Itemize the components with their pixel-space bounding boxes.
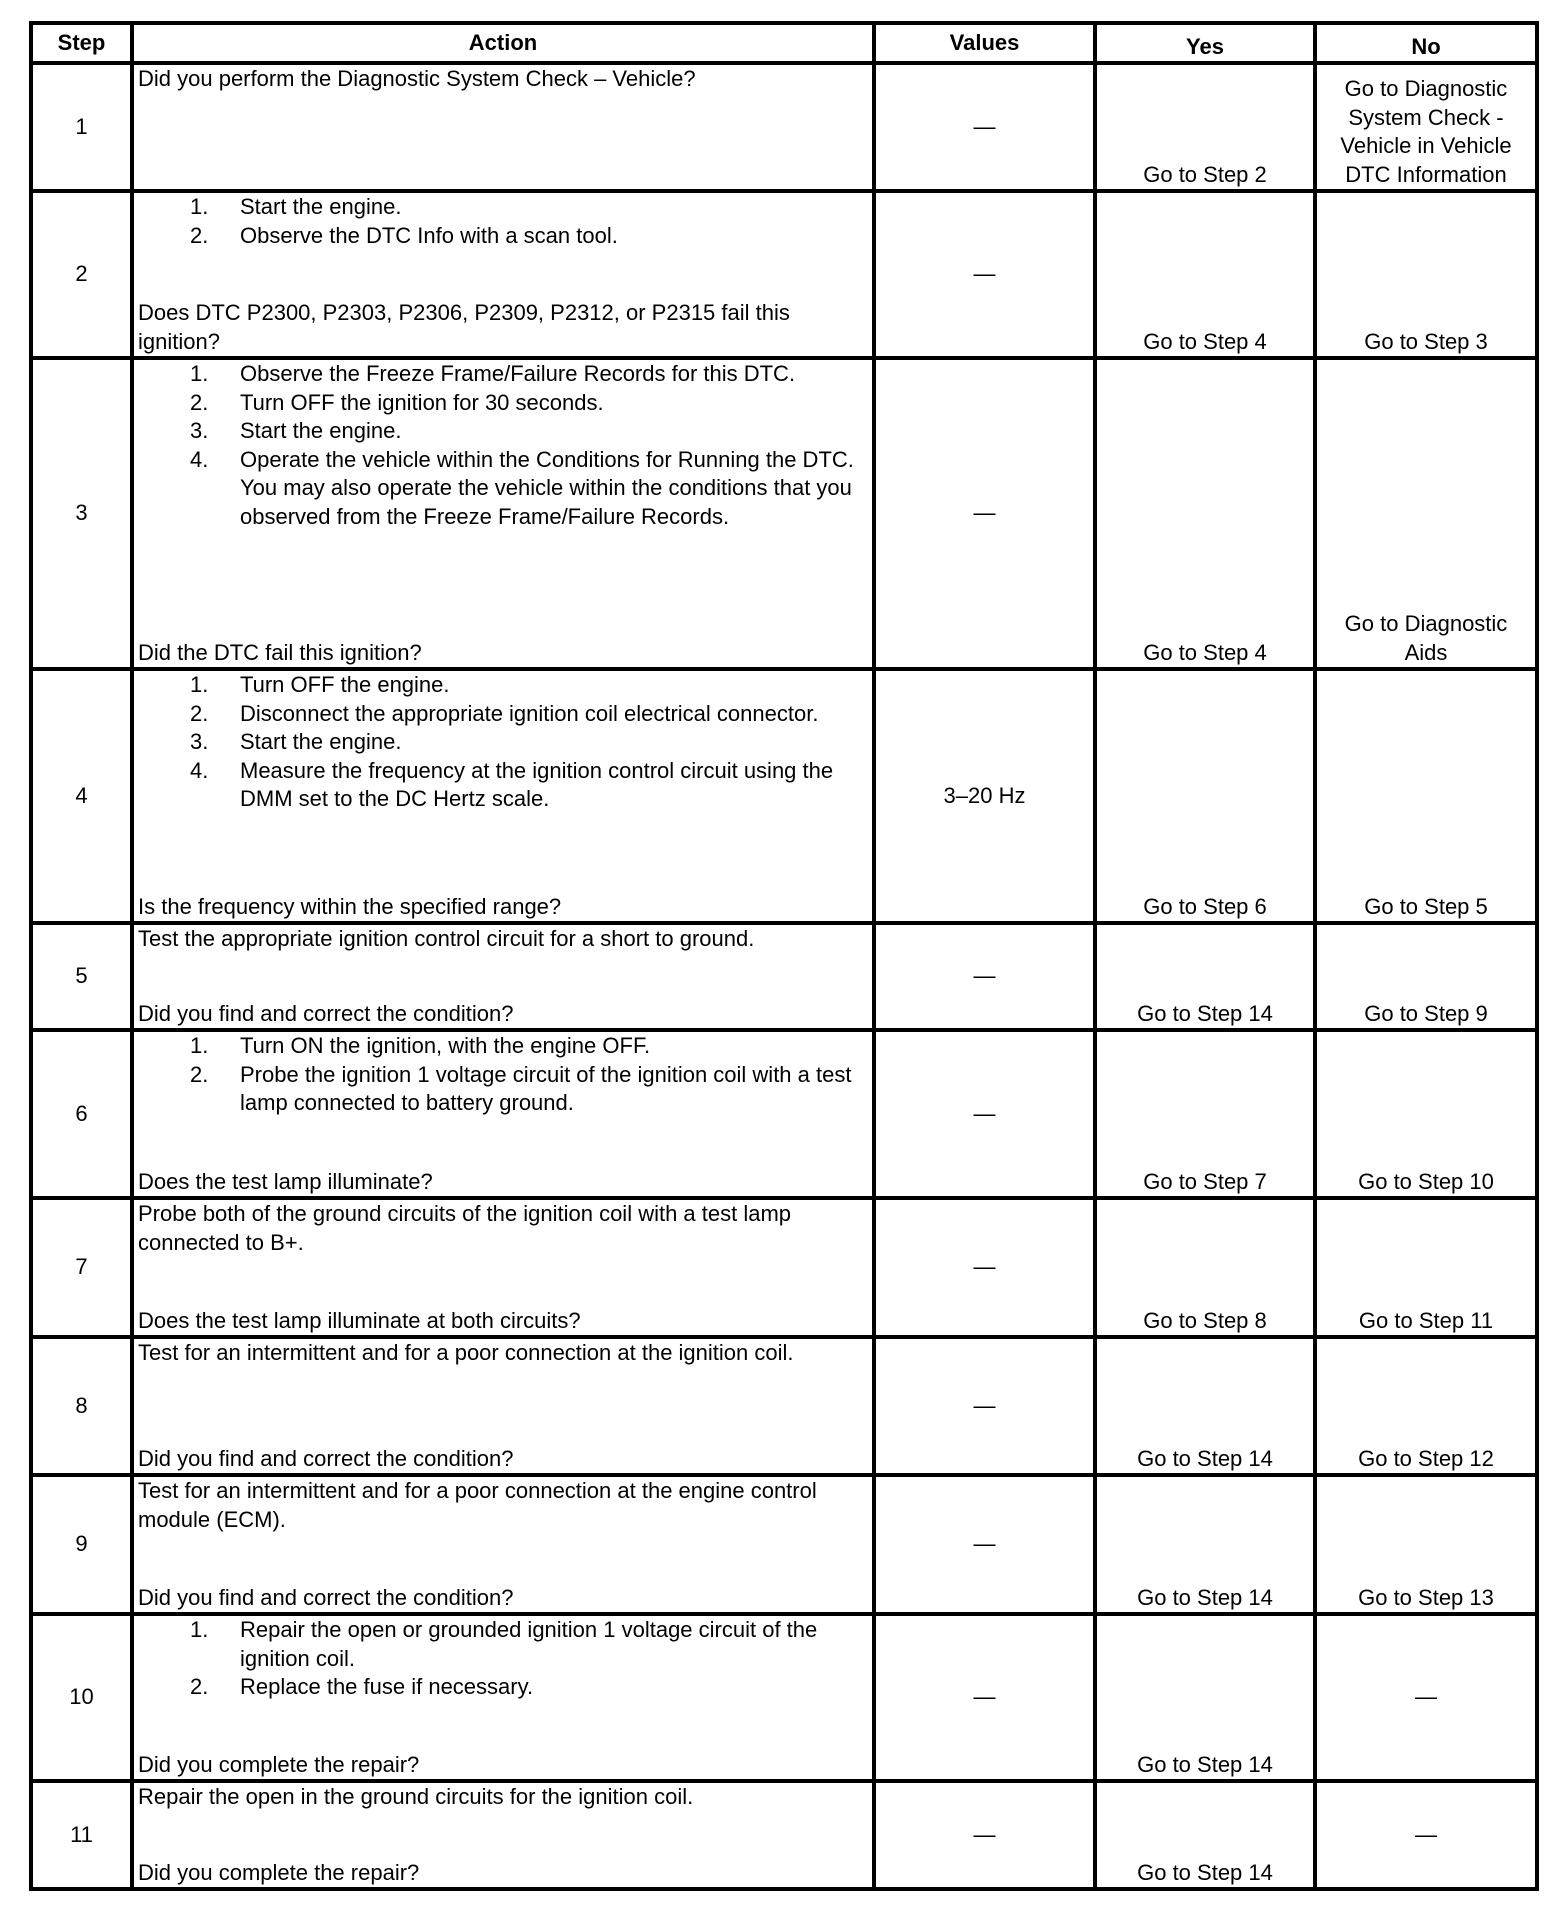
header-yes: Yes <box>1095 23 1315 63</box>
yes-cell: Go to Step 14 <box>1095 1781 1315 1889</box>
action-step-number: 3. <box>190 729 209 754</box>
action-step-text: Measure the frequency at the ignition control circuit using the DMM set to the DC Hertz scale. <box>240 757 834 811</box>
table-row <box>31 1781 1537 1889</box>
action-cell <box>132 1198 874 1337</box>
yes-cell: Go to Step 7 <box>1095 1030 1315 1198</box>
action-cell <box>132 1614 874 1781</box>
no-cell: Go to Step 10 <box>1315 1030 1537 1198</box>
table-row <box>31 358 1537 669</box>
yes-cell: Go to Step 4 <box>1095 191 1315 358</box>
action-question: Did you find and correct the condition? <box>138 1000 514 1026</box>
action-top <box>138 1032 868 1118</box>
diagnostic-table <box>29 21 1539 1891</box>
action-steps-list <box>138 1616 868 1702</box>
action-step-text: Start the engine. <box>240 418 402 443</box>
table-row <box>31 1614 1537 1781</box>
values-cell: — <box>874 1030 1095 1198</box>
action-step-text: Start the engine. <box>240 729 402 754</box>
step-number: 3 <box>31 358 132 669</box>
action-step-text: Turn OFF the ignition for 30 seconds. <box>240 389 604 415</box>
action-content <box>134 925 872 1028</box>
action-step-number: 1. <box>190 672 209 697</box>
table-row <box>31 1198 1537 1337</box>
action-step-number: 4. <box>190 446 209 472</box>
action-question: Did you complete the repair? <box>138 1751 420 1777</box>
action-question: Is the frequency within the specified range? <box>138 893 562 919</box>
action-content <box>134 1616 872 1779</box>
action-top <box>138 1339 868 1368</box>
action-cell <box>132 63 874 191</box>
step-number: 11 <box>31 1781 132 1889</box>
action-intro: Test for an intermittent and for a poor connection at the ignition coil. <box>138 1340 794 1365</box>
action-intro: Test for an intermittent and for a poor connection at the engine control module (ECM). <box>138 1478 817 1532</box>
action-steps-list <box>138 671 868 814</box>
action-question: Does DTC P2300, P2303, P2306, P2309, P2312, or P2315 fail this ignition? <box>138 300 790 354</box>
values-cell: — <box>874 1198 1095 1337</box>
action-step <box>138 1032 868 1061</box>
action-step-text: Turn OFF the engine. <box>240 672 450 697</box>
action-content <box>134 65 872 189</box>
action-question: Did you find and correct the condition? <box>138 1445 514 1471</box>
action-question: Did the DTC fail this ignition? <box>138 639 422 665</box>
action-step-text: Operate the vehicle within the Conditions for Running the DTC. You may also operate the vehicle within the conditions that you observed from the Freeze Frame/Failure Records. <box>240 446 854 529</box>
step-number: 7 <box>31 1198 132 1337</box>
action-cell <box>132 191 874 358</box>
step-number: 1 <box>31 63 132 191</box>
no-cell: Go to Step 12 <box>1315 1337 1537 1475</box>
action-cell <box>132 1781 874 1889</box>
no-cell: Go to Step 11 <box>1315 1198 1537 1337</box>
action-cell <box>132 1337 874 1475</box>
header-values: Values <box>874 23 1095 63</box>
action-step <box>138 700 868 729</box>
step-number: 10 <box>31 1614 132 1781</box>
action-top <box>138 1783 868 1812</box>
step-number: 8 <box>31 1337 132 1475</box>
yes-cell: Go to Step 14 <box>1095 1614 1315 1781</box>
action-step-number: 2. <box>190 389 209 415</box>
action-question: Does the test lamp illuminate at both circuits? <box>138 1307 581 1333</box>
step-number: 4 <box>31 669 132 923</box>
no-cell: — <box>1315 1614 1537 1781</box>
action-top <box>138 193 868 250</box>
table-body <box>31 63 1537 1889</box>
table-row <box>31 1337 1537 1475</box>
step-number: 6 <box>31 1030 132 1198</box>
no-cell: Go to Step 5 <box>1315 669 1537 923</box>
action-step-number: 1. <box>190 1617 209 1642</box>
action-step-text: Replace the fuse if necessary. <box>240 1674 534 1699</box>
action-intro: Probe both of the ground circuits of the ignition coil with a test lamp connected to B+. <box>138 1201 792 1255</box>
action-content <box>134 193 872 356</box>
action-content <box>134 1200 872 1335</box>
action-step-number: 3. <box>190 418 209 443</box>
action-cell <box>132 1475 874 1614</box>
action-step-text: Turn ON the ignition, with the engine OFF. <box>240 1033 651 1058</box>
action-step <box>138 1673 868 1702</box>
action-content <box>134 671 872 921</box>
table-row <box>31 191 1537 358</box>
action-top <box>138 1200 868 1257</box>
action-step <box>138 1616 868 1673</box>
table-row <box>31 63 1537 191</box>
action-step <box>138 222 868 251</box>
action-intro: Test the appropriate ignition control circuit for a short to ground. <box>138 926 755 951</box>
action-step-number: 4. <box>190 757 209 783</box>
action-step <box>138 671 868 700</box>
values-cell: — <box>874 358 1095 669</box>
values-cell: — <box>874 63 1095 191</box>
no-cell: Go to Diagnostic Aids <box>1315 358 1537 669</box>
action-step <box>138 728 868 757</box>
no-cell: Go to Step 9 <box>1315 923 1537 1030</box>
action-top <box>138 360 868 531</box>
action-top <box>138 671 868 814</box>
action-step-number: 1. <box>190 361 209 386</box>
action-step-number: 1. <box>190 1033 209 1058</box>
yes-cell: Go to Step 14 <box>1095 1337 1315 1475</box>
action-top <box>138 65 868 94</box>
action-cell <box>132 669 874 923</box>
action-top <box>138 1616 868 1702</box>
table-row <box>31 923 1537 1030</box>
action-question: Did you complete the repair? <box>138 1859 420 1885</box>
action-question: Did you find and correct the condition? <box>138 1584 514 1610</box>
action-content <box>134 1339 872 1473</box>
action-step-text: Repair the open or grounded ignition 1 voltage circuit of the ignition coil. <box>240 1617 818 1671</box>
action-cell <box>132 1030 874 1198</box>
yes-cell: Go to Step 4 <box>1095 358 1315 669</box>
header-step: Step <box>31 23 132 63</box>
action-question: Does the test lamp illuminate? <box>138 1168 433 1194</box>
yes-cell: Go to Step 14 <box>1095 1475 1315 1614</box>
action-top <box>138 1477 868 1534</box>
action-cell <box>132 358 874 669</box>
action-top <box>138 925 868 954</box>
action-step <box>138 757 868 814</box>
action-step-number: 1. <box>190 194 209 219</box>
action-step <box>138 1061 868 1118</box>
action-step <box>138 360 868 389</box>
action-intro: Did you perform the Diagnostic System Check – Vehicle? <box>138 66 696 91</box>
no-cell: Go to Step 3 <box>1315 191 1537 358</box>
values-cell: — <box>874 1781 1095 1889</box>
action-step-text: Start the engine. <box>240 194 402 219</box>
action-step <box>138 417 868 446</box>
action-step-number: 2. <box>190 222 209 248</box>
step-number: 5 <box>31 923 132 1030</box>
table-row <box>31 1475 1537 1614</box>
header-action: Action <box>132 23 874 63</box>
action-steps-list <box>138 1032 868 1118</box>
action-step-text: Observe the Freeze Frame/Failure Records for this DTC. <box>240 361 796 386</box>
no-cell: Go to Step 13 <box>1315 1475 1537 1614</box>
step-number: 9 <box>31 1475 132 1614</box>
action-step <box>138 446 868 532</box>
action-steps-list <box>138 360 868 531</box>
yes-cell: Go to Step 8 <box>1095 1198 1315 1337</box>
values-cell: — <box>874 1475 1095 1614</box>
yes-cell: Go to Step 14 <box>1095 923 1315 1030</box>
action-content <box>134 360 872 667</box>
action-content <box>134 1477 872 1612</box>
action-step-number: 2. <box>190 1061 209 1087</box>
yes-cell: Go to Step 6 <box>1095 669 1315 923</box>
values-cell: — <box>874 923 1095 1030</box>
table-row <box>31 669 1537 923</box>
action-step <box>138 193 868 222</box>
header-row <box>31 23 1537 63</box>
table-row <box>31 1030 1537 1198</box>
no-cell: Go to Diagnostic System Check - Vehicle in Vehicle DTC Information <box>1315 63 1537 191</box>
values-cell: — <box>874 1337 1095 1475</box>
action-step <box>138 389 868 418</box>
values-cell: — <box>874 191 1095 358</box>
action-steps-list <box>138 193 868 250</box>
action-cell <box>132 923 874 1030</box>
values-cell: 3–20 Hz <box>874 669 1095 923</box>
values-cell: — <box>874 1614 1095 1781</box>
action-content <box>134 1032 872 1196</box>
action-step-number: 2. <box>190 700 209 726</box>
action-step-text: Observe the DTC Info with a scan tool. <box>240 222 618 248</box>
header-no: No <box>1315 23 1537 63</box>
no-cell: — <box>1315 1781 1537 1889</box>
action-intro: Repair the open in the ground circuits for the ignition coil. <box>138 1784 694 1809</box>
action-step-text: Disconnect the appropriate ignition coil electrical connector. <box>240 700 819 726</box>
step-number: 2 <box>31 191 132 358</box>
action-step-number: 2. <box>190 1674 209 1699</box>
action-step-text: Probe the ignition 1 voltage circuit of the ignition coil with a test lamp connected to battery ground. <box>240 1061 852 1115</box>
action-content <box>134 1783 872 1887</box>
yes-cell: Go to Step 2 <box>1095 63 1315 191</box>
